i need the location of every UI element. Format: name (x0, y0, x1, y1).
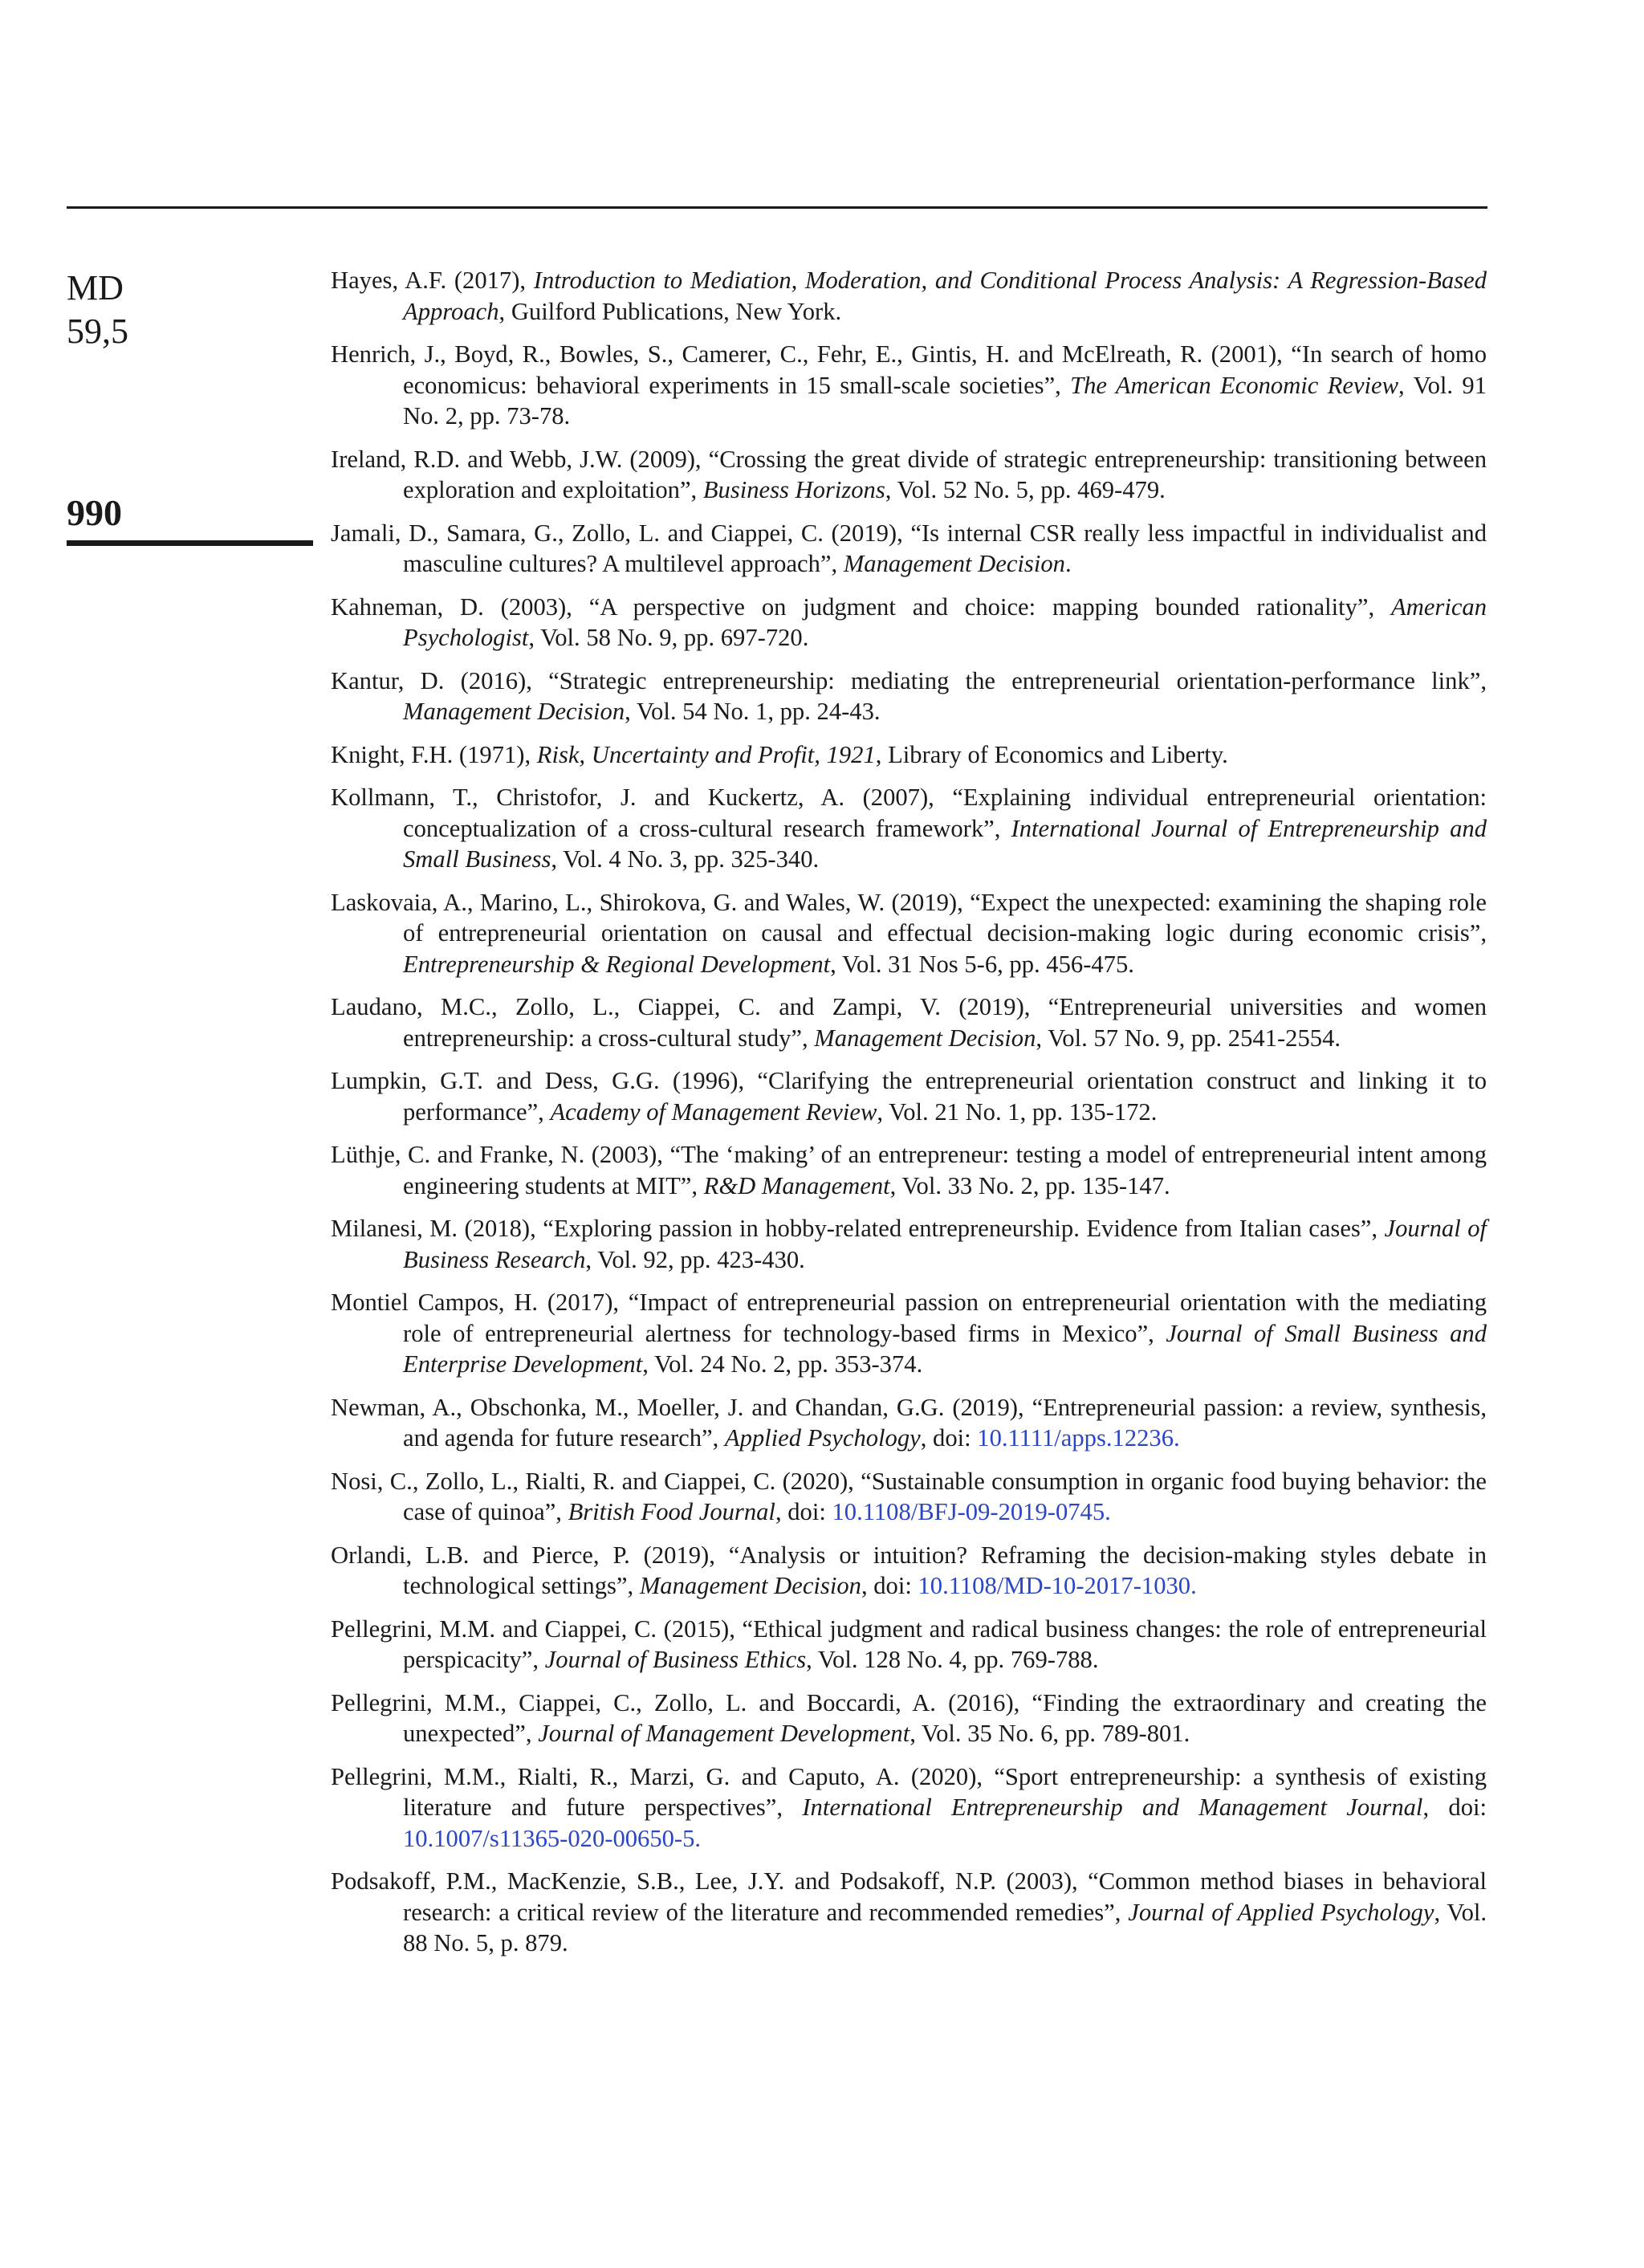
reference-text: Lumpkin, G.T. and Dess, G.G. (1996), “Clarifying the entrepreneurial orientation construct and linking it to performance”, (331, 1067, 1487, 1126)
reference-entry (331, 1761, 1487, 1855)
reference-source-title: American Psychologist (403, 592, 1487, 651)
reference-entry (331, 1392, 1487, 1454)
reference-text: , Vol. 92, pp. 423-430. (585, 1245, 805, 1273)
page-number-rule (67, 540, 313, 546)
reference-text: , Vol. 52 No. 5, pp. 469-479. (885, 476, 1166, 503)
reference-entry (331, 1614, 1487, 1676)
reference-entry (331, 592, 1487, 654)
reference-text: , doi: (861, 1572, 918, 1599)
reference-entry (331, 1287, 1487, 1380)
reference-entry (331, 1540, 1487, 1602)
reference-entry (331, 782, 1487, 875)
reference-text: Laskovaia, A., Marino, L., Shirokova, G. and Wales, W. (2019), “Expect the unexpected: examining the shaping role of entrepreneurial orientation on causal and effectual decision-making logic during economic crisis”, (331, 888, 1487, 947)
reference-source-title: Entrepreneurship & Regional Development (403, 950, 831, 978)
reference-source-title: Academy of Management Review (550, 1097, 877, 1126)
reference-text: , Vol. 58 No. 9, pp. 697-720. (528, 624, 809, 651)
reference-entry (331, 739, 1487, 771)
doi-link[interactable]: 10.1108/BFJ-09-2019-0745. (832, 1498, 1111, 1525)
reference-text: , doi: (920, 1424, 978, 1452)
page-number: 990 (67, 492, 122, 533)
reference-entry (331, 265, 1487, 327)
volume-issue: 59,5 (67, 311, 128, 351)
reference-text: Milanesi, M. (2018), “Exploring passion in hobby-related entrepreneurship. Evidence from Italian cases”, (331, 1215, 1385, 1242)
reference-source-title: Management Decision (843, 550, 1065, 577)
reference-text: , Library of Economics and Liberty. (875, 740, 1228, 768)
reference-text: Knight, F.H. (1971), (331, 740, 537, 768)
reference-entry (331, 1139, 1487, 1201)
reference-entry (331, 1213, 1487, 1275)
reference-text: Newman, A., Obschonka, M., Moeller, J. and Chandan, G.G. (2019), “Entrepreneurial passion: a review, synthesis, and agenda for future research”, (331, 1393, 1487, 1452)
reference-entry (331, 887, 1487, 980)
reference-source-title: International Journal of Entrepreneurship and Small Business (403, 814, 1487, 873)
reference-text: Pellegrini, M.M. and Ciappei, C. (2015), “Ethical judgment and radical business changes: the role of entrepreneurial perspicacity”, (331, 1614, 1487, 1673)
reference-text: , Vol. 88 No. 5, p. 879. (403, 1898, 1487, 1957)
reference-source-title: Applied Psychology (724, 1424, 921, 1452)
reference-source-title: Management Decision (403, 698, 625, 725)
reference-text: , Vol. 31 Nos 5-6, pp. 456-475. (830, 950, 1134, 978)
reference-text: Nosi, C., Zollo, L., Rialti, R. and Ciappei, C. (2020), “Sustainable consumption in organic food buying behavior: the case of quinoa”, (331, 1467, 1487, 1525)
reference-source-title: Journal of Business Ethics (544, 1646, 807, 1673)
reference-text: Laudano, M.C., Zollo, L., Ciappei, C. and Zampi, V. (2019), “Entrepreneurial universities and women entrepreneurship: a cross-cultural study”, (331, 993, 1487, 1052)
reference-text: Pellegrini, M.M., Ciappei, C., Zollo, L. and Boccardi, A. (2016), “Finding the extraordinary and creating the unexpected”, (331, 1688, 1487, 1747)
reference-entry (331, 1866, 1487, 1959)
reference-entry (331, 1466, 1487, 1528)
reference-text: , Guilford Publications, New York. (498, 297, 842, 325)
reference-source-title: Journal of Small Business and Enterprise Development (403, 1319, 1487, 1378)
reference-source-title: Business Horizons (702, 476, 885, 503)
reference-text: , Vol. 33 No. 2, pp. 135-147. (889, 1171, 1170, 1199)
reference-text: , Vol. 24 No. 2, pp. 353-374. (642, 1350, 923, 1378)
reference-text: , doi: (775, 1498, 832, 1525)
reference-text: Pellegrini, M.M., Rialti, R., Marzi, G. and Caputo, A. (2020), “Sport entrepreneurship: a synthesis of existing literature and future perspectives”, (331, 1762, 1487, 1821)
reference-source-title: Journal of Management Development (538, 1720, 910, 1747)
reference-text: , Vol. 57 No. 9, pp. 2541-2554. (1036, 1024, 1341, 1052)
reference-entry (331, 991, 1487, 1053)
doi-link[interactable]: 10.1007/s11365-020-00650-5. (403, 1824, 702, 1852)
reference-entry (331, 518, 1487, 580)
reference-text: Jamali, D., Samara, G., Zollo, L. and Ciappei, C. (2019), “Is internal CSR really less impactful in individualist and masculine cultures? A multilevel approach”, (331, 519, 1487, 577)
reference-source-title: Management Decision (639, 1572, 861, 1599)
reference-source-title: Journal of Applied Psychology (1128, 1898, 1434, 1926)
reference-source-title: International Entrepreneurship and Management Journal (802, 1794, 1423, 1821)
reference-source-title: Management Decision (814, 1024, 1036, 1052)
reference-source-title: Risk, Uncertainty and Profit, 1921 (536, 740, 876, 768)
reference-text: , Vol. 54 No. 1, pp. 24-43. (625, 698, 881, 725)
reference-entry (331, 444, 1487, 506)
reference-source-title: R&D Management (703, 1171, 890, 1199)
reference-entry (331, 1688, 1487, 1749)
reference-text: , doi: (1422, 1794, 1487, 1821)
reference-text: , Vol. 21 No. 1, pp. 135-172. (877, 1097, 1158, 1126)
doi-link[interactable]: 10.1108/MD-10-2017-1030. (918, 1572, 1197, 1599)
reference-text: Lüthje, C. and Franke, N. (2003), “The ‘making’ of an entrepreneur: testing a model of entrepreneurial intent among engineering students at MIT”, (331, 1141, 1487, 1199)
reference-entry (331, 1065, 1487, 1127)
reference-list (331, 265, 1487, 1971)
reference-text: Hayes, A.F. (2017), (331, 267, 534, 294)
reference-text: Orlandi, L.B. and Pierce, P. (2019), “Analysis or intuition? Reframing the decision-making styles debate in technological settings”, (331, 1541, 1487, 1599)
reference-text: , Vol. 35 No. 6, pp. 789-801. (909, 1720, 1190, 1747)
reference-source-title: Journal of Business Research (403, 1215, 1487, 1273)
reference-source-title: Introduction to Mediation, Moderation, and Conditional Process Analysis: A Regression-Based Approach (403, 267, 1487, 325)
journal-abbrev: MD (67, 268, 124, 307)
reference-text: , Vol. 91 No. 2, pp. 73-78. (403, 371, 1487, 430)
reference-text: Kollmann, T., Christofor, J. and Kuckertz, A. (2007), “Explaining individual entrepreneurial orientation: conceptualization of a cross-cultural research framework”, (331, 784, 1487, 842)
reference-text: Kantur, D. (2016), “Strategic entrepreneurship: mediating the entrepreneurial orientation-performance link”, (331, 666, 1487, 694)
reference-text: Kahneman, D. (2003), “A perspective on judgment and choice: mapping bounded rationality”, (331, 592, 1392, 621)
reference-text: Montiel Campos, H. (2017), “Impact of entrepreneurial passion on entrepreneurial orientation with the mediating role of entrepreneurial alertness for technology-based firms in Mexico”, (331, 1289, 1487, 1347)
reference-text: . (1064, 550, 1072, 577)
reference-entry (331, 666, 1487, 727)
reference-text: , Vol. 128 No. 4, pp. 769-788. (806, 1646, 1099, 1673)
running-header (67, 267, 128, 353)
doi-link[interactable]: 10.1111/apps.12236. (977, 1424, 1180, 1452)
reference-entry (331, 339, 1487, 432)
reference-source-title: British Food Journal (568, 1498, 775, 1525)
header-rule (67, 206, 1487, 209)
reference-text: Podsakoff, P.M., MacKenzie, S.B., Lee, J.Y. and Podsakoff, N.P. (2003), “Common method biases in behavioral research: a critical review of the literature and recommended remedies”, (331, 1867, 1487, 1926)
reference-text: Henrich, J., Boyd, R., Bowles, S., Camerer, C., Fehr, E., Gintis, H. and McElreath, R. (2001), “In search of homo economicus: behavioral experiments in 15 small-scale societies”, (331, 340, 1487, 399)
reference-text: , Vol. 4 No. 3, pp. 325-340. (551, 845, 820, 873)
reference-text: Ireland, R.D. and Webb, J.W. (2009), “Crossing the great divide of strategic entrepreneurship: transitioning between exploration and exploitation”, (331, 445, 1487, 503)
reference-source-title: The American Economic Review (1070, 371, 1399, 399)
